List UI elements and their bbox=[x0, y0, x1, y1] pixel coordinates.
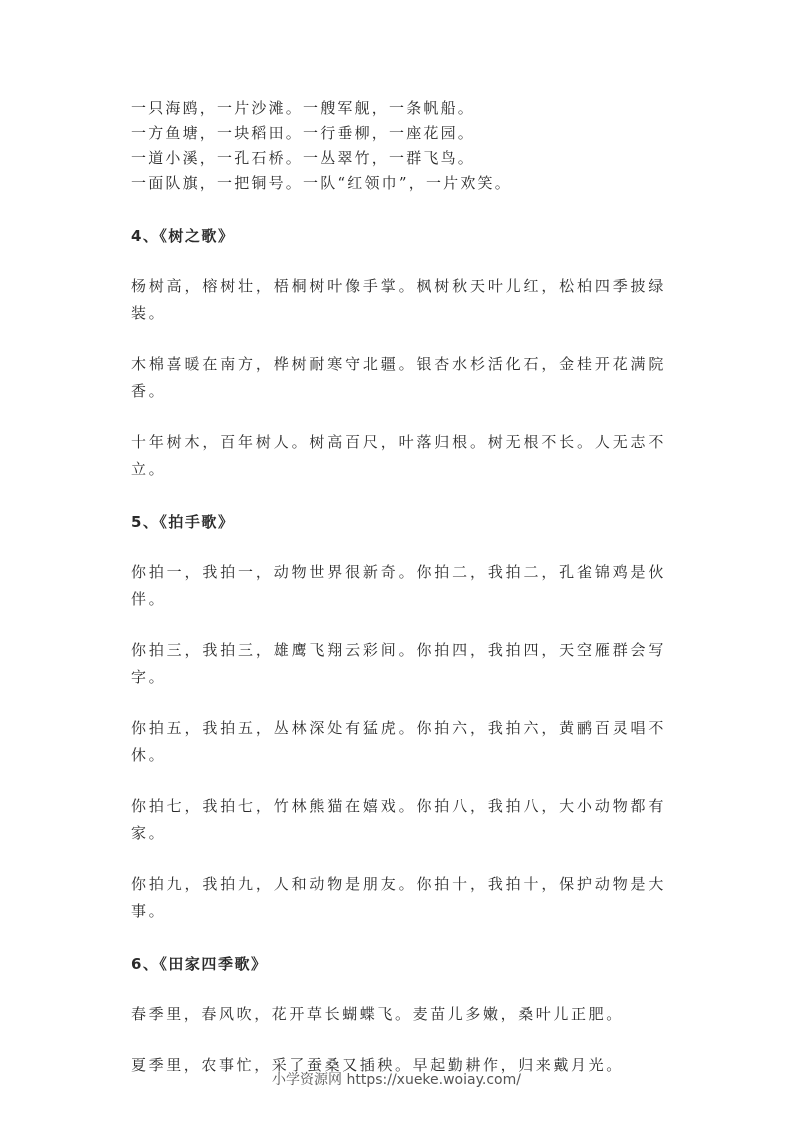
paragraph: 你拍七，我拍七，竹林熊猫在嬉戏。你拍八，我拍八，大小动物都有家。 bbox=[131, 797, 666, 842]
verse-line: 一方鱼塘，一块稻田。一行垂柳，一座花园。 bbox=[131, 124, 476, 142]
section-heading: 4、《树之歌》 bbox=[131, 227, 235, 245]
verse-line: 一面队旗，一把铜号。一队“红领巾”，一片欢笑。 bbox=[131, 174, 512, 192]
footer-watermark: 小学资源网 https://xueke.woiay.com/ bbox=[272, 1072, 521, 1088]
paragraph: 十年树木，百年树人。树高百尺，叶落归根。树无根不长。人无志不立。 bbox=[131, 433, 666, 478]
verse-line: 一只海鸥，一片沙滩。一艘军舰，一条帆船。 bbox=[131, 99, 476, 117]
paragraph: 杨树高，榕树壮，梧桐树叶像手掌。枫树秋天叶儿红，松柏四季披绿装。 bbox=[131, 277, 666, 322]
intro-verse bbox=[131, 96, 666, 196]
paragraph: 夏季里，农事忙，采了蚕桑又插秧。早起勤耕作，归来戴月光。 bbox=[131, 1056, 624, 1074]
paragraph: 你拍九，我拍九，人和动物是朋友。你拍十，我拍十，保护动物是大事。 bbox=[131, 875, 666, 920]
verse-line: 一道小溪，一孔石桥。一丛翠竹，一群飞鸟。 bbox=[131, 149, 476, 167]
paragraph: 你拍三，我拍三，雄鹰飞翔云彩间。你拍四，我拍四，天空雁群会写字。 bbox=[131, 641, 666, 686]
paragraph: 你拍五，我拍五，丛林深处有猛虎。你拍六，我拍六，黄鹂百灵唱不休。 bbox=[131, 719, 666, 764]
paragraph: 你拍一，我拍一，动物世界很新奇。你拍二，我拍二，孔雀锦鸡是伙伴。 bbox=[131, 563, 666, 608]
section-heading: 5、《拍手歌》 bbox=[131, 513, 235, 531]
paragraph: 春季里，春风吹，花开草长蝴蝶飞。麦苗儿多嫩，桑叶儿正肥。 bbox=[131, 1005, 624, 1023]
paragraph: 木棉喜暖在南方，桦树耐寒守北疆。银杏水杉活化石，金桂开花满院香。 bbox=[131, 355, 666, 400]
document-body bbox=[131, 96, 666, 1079]
section-heading: 6、《田家四季歌》 bbox=[131, 955, 268, 973]
